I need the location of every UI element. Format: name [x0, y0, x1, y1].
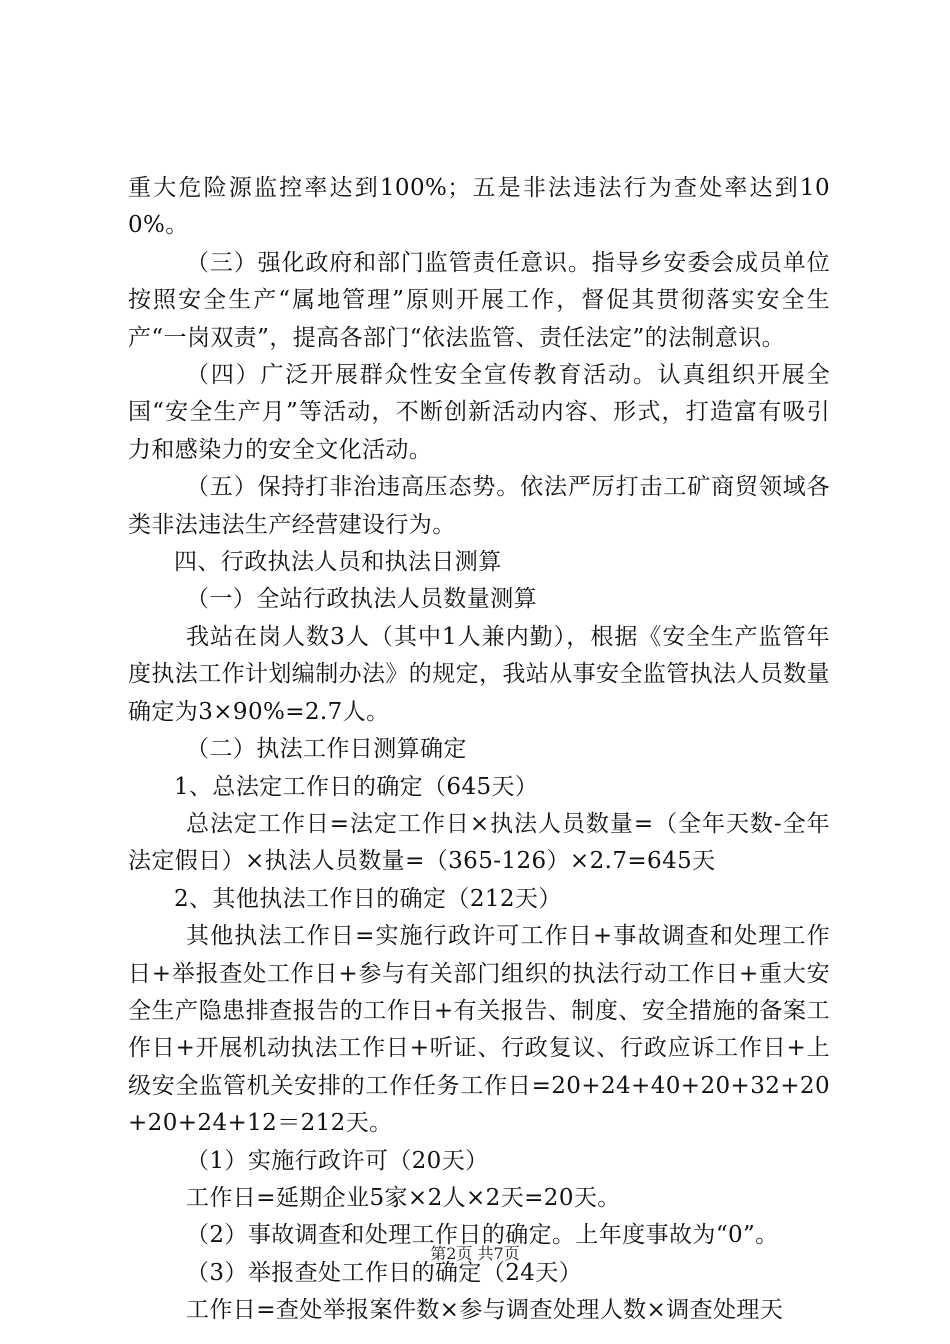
subsection-heading: （一）全站行政执法人员数量测算 [186, 586, 537, 613]
paragraph: 重大危险源监控率达到100%；五是非法违法行为查处率达到100%。 [128, 175, 830, 239]
document-body [128, 170, 830, 1330]
item-heading: 2、其他执法工作日的确定（212天） [174, 885, 562, 912]
page-number: 第2页 共7页 [430, 1244, 520, 1263]
paragraph: 其他执法工作日=实施行政许可工作日+事故调查和处理工作日+举报查处工作日+参与有关部门组织的执法行动工作日+重大安全生产隐患排查报告的工作日+有关报告、制度、安全措施的备案工作日+开展机动执法工作日+听证、行政复议、行政应诉工作日+上级安全监管机关安排的工作任务工作日=20+24+40+20+32+20+20+24+12＝212天。 [128, 923, 830, 1137]
paragraph: （四）广泛开展群众性安全宣传教育活动。认真组织开展全国“安全生产月”等活动，不断创新活动内容、形式，打造富有吸引力和感染力的安全文化活动。 [128, 362, 830, 463]
subsection-heading: （二）执法工作日测算确定 [186, 736, 467, 763]
paragraph: 工作日=延期企业5家×2人×2天=20天。 [186, 1184, 621, 1211]
paragraph: 我站在岗人数3人（其中1人兼内勤），根据《安全生产监管年度执法工作计划编制办法》的规定，我站从事安全监管执法人员数量确定为3×90%=2.7人。 [128, 623, 830, 725]
section-heading: 四、行政执法人员和执法日测算 [174, 549, 502, 576]
page-footer [0, 1244, 950, 1264]
item-heading: （1）实施行政许可（20天） [186, 1147, 489, 1174]
paragraph: （三）强化政府和部门监管责任意识。指导乡安委会成员单位按照安全生产“属地管理”原则开展工作，督促其贯彻落实安全生产“一岗双责”，提高各部门“依法监管、责任法定”的法制意识。 [128, 249, 830, 351]
item-heading: 1、总法定工作日的确定（645天） [174, 773, 539, 800]
paragraph: 总法定工作日=法定工作日×执法人员数量=（全年天数-全年法定假日）×执法人员数量=（365-126）×2.7=645天 [128, 810, 830, 875]
paragraph: （2）事故调查和处理工作日的确定。上年度事故为“0”。 [186, 1222, 779, 1249]
paragraph: 工作日=查处举报案件数×参与调查处理人数×调查处理天 [186, 1297, 784, 1324]
item-heading: （3）举报查处工作日的确定（24天） [186, 1259, 583, 1286]
paragraph: （五）保持打非治违高压态势。依法严厉打击工矿商贸领域各类非法违法生产经营建设行为。 [128, 474, 830, 538]
